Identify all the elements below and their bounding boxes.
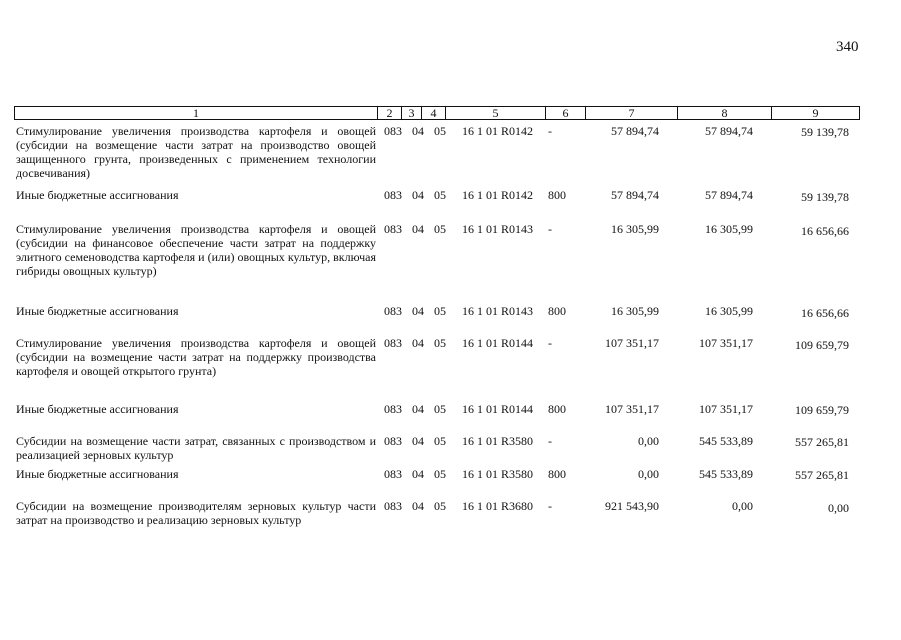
cell-vr: 800 — [548, 188, 566, 202]
cell-rz: 04 — [412, 499, 424, 513]
cell-vr: - — [548, 336, 552, 350]
cell-pr: 05 — [434, 499, 446, 513]
table-header — [14, 106, 860, 120]
cell-vr: 800 — [548, 467, 566, 481]
cell-vr: 800 — [548, 402, 566, 416]
cell-csr: 16 1 01 R0143 — [462, 222, 534, 236]
row-name: Субсидии на возмещение части затрат, связанных с производством и реализацией зерновых культур — [16, 434, 376, 462]
cell-csr: 16 1 01 R3680 — [462, 499, 534, 513]
cell-col7: 57 894,74 — [611, 188, 659, 202]
cell-pr: 05 — [434, 188, 446, 202]
cell-csr: 16 1 01 R0144 — [462, 336, 534, 350]
header-col-3: 3 — [401, 107, 421, 119]
cell-col9: 109 659,79 — [795, 403, 849, 417]
row-name: Иные бюджетные ассигнования — [16, 402, 179, 416]
cell-grbs: 083 — [384, 467, 402, 481]
cell-col7: 16 305,99 — [611, 222, 659, 236]
cell-vr: - — [548, 124, 552, 138]
cell-rz: 04 — [412, 188, 424, 202]
row-name: Стимулирование увеличения производства картофеля и овощей (субсидии на возмещение части затрат на производство овощей защищенного грунта, произведенных с применением технологии досвечивания) — [16, 124, 376, 180]
cell-rz: 04 — [412, 222, 424, 236]
row-name: Стимулирование увеличения производства картофеля и овощей (субсидии на финансовое обеспечение части затрат на поддержку элитного семеноводства картофеля и (или) овощных культур, включая гибриды овощных культур) — [16, 222, 376, 278]
header-col-7: 7 — [585, 107, 677, 119]
header-col-5: 5 — [445, 107, 545, 119]
cell-col7: 107 351,17 — [605, 402, 659, 416]
cell-csr: 16 1 01 R3580 — [462, 434, 534, 448]
cell-col9: 557 265,81 — [795, 435, 849, 449]
cell-col7: 0,00 — [638, 467, 659, 481]
cell-rz: 04 — [412, 467, 424, 481]
cell-rz: 04 — [412, 124, 424, 138]
cell-grbs: 083 — [384, 336, 402, 350]
cell-col9: 109 659,79 — [795, 338, 849, 352]
cell-pr: 05 — [434, 467, 446, 481]
cell-rz: 04 — [412, 304, 424, 318]
cell-col9: 557 265,81 — [795, 468, 849, 482]
cell-pr: 05 — [434, 434, 446, 448]
cell-col9: 16 656,66 — [801, 306, 849, 320]
cell-grbs: 083 — [384, 402, 402, 416]
cell-grbs: 083 — [384, 222, 402, 236]
cell-rz: 04 — [412, 402, 424, 416]
row-name: Иные бюджетные ассигнования — [16, 467, 179, 481]
cell-col7: 0,00 — [638, 434, 659, 448]
cell-col8: 545 533,89 — [699, 467, 753, 481]
cell-rz: 04 — [412, 434, 424, 448]
cell-csr: 16 1 01 R0143 — [462, 304, 534, 318]
cell-vr: - — [548, 499, 552, 513]
cell-grbs: 083 — [384, 499, 402, 513]
header-col-1: 1 — [193, 106, 199, 120]
cell-pr: 05 — [434, 402, 446, 416]
cell-col8: 107 351,17 — [699, 336, 753, 350]
cell-col8: 16 305,99 — [705, 222, 753, 236]
cell-col9: 59 139,78 — [801, 190, 849, 204]
cell-vr: - — [548, 222, 552, 236]
cell-csr: 16 1 01 R0144 — [462, 402, 534, 416]
header-col-8: 8 — [677, 107, 771, 119]
row-name: Иные бюджетные ассигнования — [16, 188, 179, 202]
cell-col9: 59 139,78 — [801, 125, 849, 139]
row-name: Стимулирование увеличения производства картофеля и овощей (субсидии на возмещение части затрат на поддержку производства картофеля и овощей открытого грунта) — [16, 336, 376, 378]
cell-col9: 0,00 — [828, 501, 849, 515]
cell-col8: 16 305,99 — [705, 304, 753, 318]
cell-pr: 05 — [434, 304, 446, 318]
cell-csr: 16 1 01 R0142 — [462, 124, 534, 138]
cell-col7: 107 351,17 — [605, 336, 659, 350]
cell-col7: 921 543,90 — [605, 499, 659, 513]
cell-grbs: 083 — [384, 124, 402, 138]
cell-grbs: 083 — [384, 188, 402, 202]
cell-grbs: 083 — [384, 304, 402, 318]
cell-rz: 04 — [412, 336, 424, 350]
cell-pr: 05 — [434, 124, 446, 138]
cell-col8: 545 533,89 — [699, 434, 753, 448]
cell-col8: 57 894,74 — [705, 188, 753, 202]
cell-csr: 16 1 01 R0142 — [462, 188, 534, 202]
cell-pr: 05 — [434, 222, 446, 236]
row-name: Иные бюджетные ассигнования — [16, 304, 179, 318]
cell-vr: 800 — [548, 304, 566, 318]
cell-col7: 57 894,74 — [611, 124, 659, 138]
cell-pr: 05 — [434, 336, 446, 350]
cell-vr: - — [548, 434, 552, 448]
header-col-2: 2 — [377, 107, 401, 119]
header-col-6: 6 — [545, 107, 585, 119]
cell-grbs: 083 — [384, 434, 402, 448]
page-number: 340 — [836, 39, 859, 55]
cell-col8: 0,00 — [732, 499, 753, 513]
header-col-9: 9 — [771, 107, 859, 119]
header-col-4: 4 — [421, 107, 445, 119]
row-name: Субсидии на возмещение производителям зерновых культур части затрат на производство и реализацию зерновых культур — [16, 499, 376, 527]
cell-col7: 16 305,99 — [611, 304, 659, 318]
cell-col8: 107 351,17 — [699, 402, 753, 416]
cell-col9: 16 656,66 — [801, 224, 849, 238]
cell-col8: 57 894,74 — [705, 124, 753, 138]
cell-csr: 16 1 01 R3580 — [462, 467, 534, 481]
